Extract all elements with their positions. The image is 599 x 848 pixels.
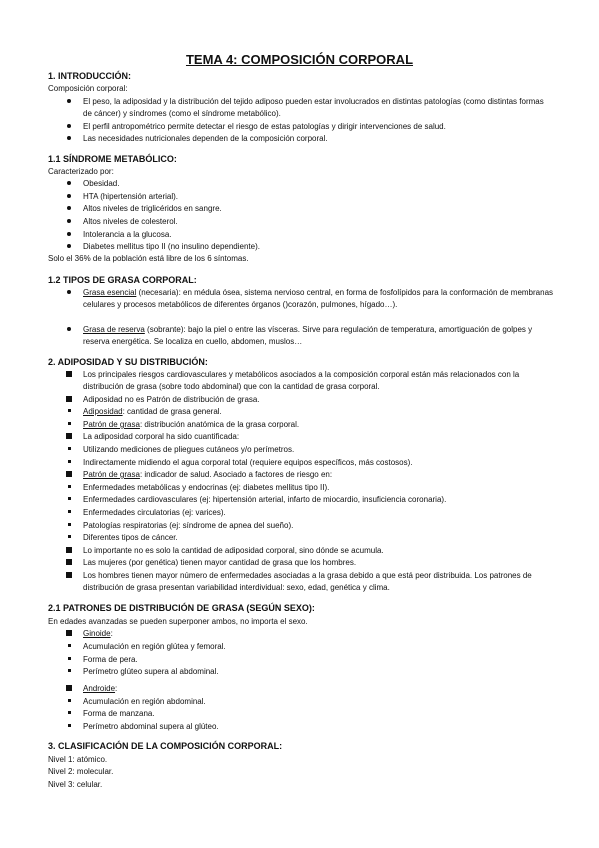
bullet-icon [67,206,71,210]
list-item: Utilizando mediciones de pliegues cutáneos y/o perímetros. [83,444,561,456]
list-item: Perímetro glúteo supera al abdominal. [83,666,553,678]
bullet-icon [67,136,71,140]
list-item: Las mujeres (por genética) tienen mayor cantidad de grasa que los hombres. [83,557,561,569]
androide-heading: Androide: [83,683,553,695]
list-item: Las necesidades nutricionales dependen de la composición corporal. [83,133,553,145]
nivel-line: Nivel 1: atómico. [48,755,108,764]
square-bullet-icon [66,371,72,377]
small-bullet-icon [68,724,71,727]
small-bullet-icon [68,485,71,488]
ginoide-heading: Ginoide: [83,628,553,640]
small-bullet-icon [68,447,71,450]
small-bullet-icon [68,523,71,526]
list-item: Los hombres tienen mayor número de enfermedades asociadas a la grasa debido a que está peor distribuida. Los patrones de distribución de grasa presentan variabilidad interdividual: sexo, edad, genética y clima. [83,570,561,594]
small-bullet-icon [68,497,71,500]
list-item: Acumulación en región abdominal. [83,696,553,708]
square-bullet-icon [66,559,72,565]
small-bullet-icon [68,644,71,647]
patrones-lead: En edades avanzadas se pueden superponer ambos, no importa el sexo. [48,617,308,626]
bullet-icon [67,327,71,331]
square-bullet-icon [66,433,72,439]
small-bullet-icon [68,535,71,538]
list-item: Obesidad. [83,178,553,190]
section-heading-introduccion: 1. INTRODUCCIÓN: [48,71,131,81]
list-item: El peso, la adiposidad y la distribución del tejido adiposo pueden estar involucrados en distintas patologías (como distintas formas de cáncer) y síndromes (como el síndrome metabólico). [83,96,553,120]
small-bullet-icon [68,669,71,672]
list-item: Patrón de grasa: indicador de salud. Asociado a factores de riesgo en: [83,469,561,481]
bullet-icon [67,194,71,198]
small-bullet-icon [68,657,71,660]
bullet-icon [67,290,71,294]
small-bullet-icon [68,409,71,412]
section-heading-adiposidad: 2. ADIPOSIDAD Y SU DISTRIBUCIÓN: [48,357,208,367]
page-title: TEMA 4: COMPOSICIÓN CORPORAL [185,52,414,67]
list-item: Indirectamente midiendo el agua corporal total (requiere equipos específicos, más costosos). [83,457,561,469]
section-heading-sindrome: 1.1 SÍNDROME METABÓLICO: [48,154,177,164]
list-item: Forma de pera. [83,654,553,666]
caracterizado-lead: Caracterizado por: [48,167,114,176]
square-bullet-icon [66,630,72,636]
list-item: Enfermedades cardiovasculares (ej: hipertensión arterial, infarto de miocardio, insuficiencia coronaria). [83,494,561,506]
list-item: Los principales riesgos cardiovasculares y metabólicos asociados a la composición corporal están más relacionados con la distribución de grasa (sobre todo abdominal) que con la cantidad de grasa corporal. [83,369,561,393]
list-item: Grasa esencial (necesaria): en médula ósea, sistema nervioso central, en forma de fosfolípidos para la conformación de membranas celulares y procesos metabólicos de diferentes órganos ()corazón, pulmones, hígado…). [83,287,553,311]
small-bullet-icon [68,422,71,425]
list-item: Lo importante no es solo la cantidad de adiposidad corporal, sino dónde se acumula. [83,545,561,557]
list-item: Perímetro abdominal supera al glúteo. [83,721,553,733]
list-item: Enfermedades circulatorias (ej: varices). [83,507,561,519]
list-item: Grasa de reserva (sobrante): bajo la piel o entre las vísceras. Sirve para regulación de temperatura, amortiguación de golpes y reserva energética. Se localiza en cuello, abdomen, muslos… [83,324,553,348]
section-heading-patrones: 2.1 PATRONES DE DISTRIBUCIÓN DE GRASA (SEGÚN SEXO): [48,603,315,613]
list-item: Forma de manzana. [83,708,553,720]
square-bullet-icon [66,396,72,402]
square-bullet-icon [66,685,72,691]
list-item: Patologías respiratorias (ej: síndrome de apnea del sueño). [83,520,561,532]
small-bullet-icon [68,711,71,714]
composicion-lead: Composición corporal: [48,84,128,93]
bullet-icon [67,244,71,248]
square-bullet-icon [66,547,72,553]
list-item: Enfermedades metabólicas y endocrinas (ej: diabetes mellitus tipo II). [83,482,561,494]
square-bullet-icon [66,471,72,477]
bullet-icon [67,232,71,236]
list-item: La adiposidad corporal ha sido cuantificada: [83,431,561,443]
list-item: Adiposidad: cantidad de grasa general. [83,406,561,418]
list-item: Acumulación en región glútea y femoral. [83,641,553,653]
bullet-icon [67,181,71,185]
bullet-icon [67,99,71,103]
list-item: Altos niveles de triglicéridos en sangre. [83,203,553,215]
list-item: Altos niveles de colesterol. [83,216,553,228]
nivel-line: Nivel 2: molecular. [48,767,114,776]
bullet-icon [67,219,71,223]
poblacion-note: Solo el 36% de la población está libre de los 6 síntomas. [48,254,249,263]
list-item: HTA (hipertensión arterial). [83,191,553,203]
nivel-line: Nivel 3: celular. [48,780,103,789]
list-item: Diabetes mellitus tipo II (no insulino dependiente). [83,241,553,253]
section-heading-clasificacion: 3. CLASIFICACIÓN DE LA COMPOSICIÓN CORPORAL: [48,741,283,751]
list-item: Diferentes tipos de cáncer. [83,532,561,544]
small-bullet-icon [68,510,71,513]
section-heading-tipos-grasa: 1.2 TIPOS DE GRASA CORPORAL: [48,275,197,285]
list-item: Intolerancia a la glucosa. [83,229,553,241]
list-item: Patrón de grasa: distribución anatómica de la grasa corporal. [83,419,561,431]
small-bullet-icon [68,460,71,463]
small-bullet-icon [68,699,71,702]
list-item: El perfil antropométrico permite detectar el riesgo de estas patologías y dirigir intervenciones de salud. [83,121,553,133]
list-item: Adiposidad no es Patrón de distribución de grasa. [83,394,561,406]
square-bullet-icon [66,572,72,578]
bullet-icon [67,124,71,128]
